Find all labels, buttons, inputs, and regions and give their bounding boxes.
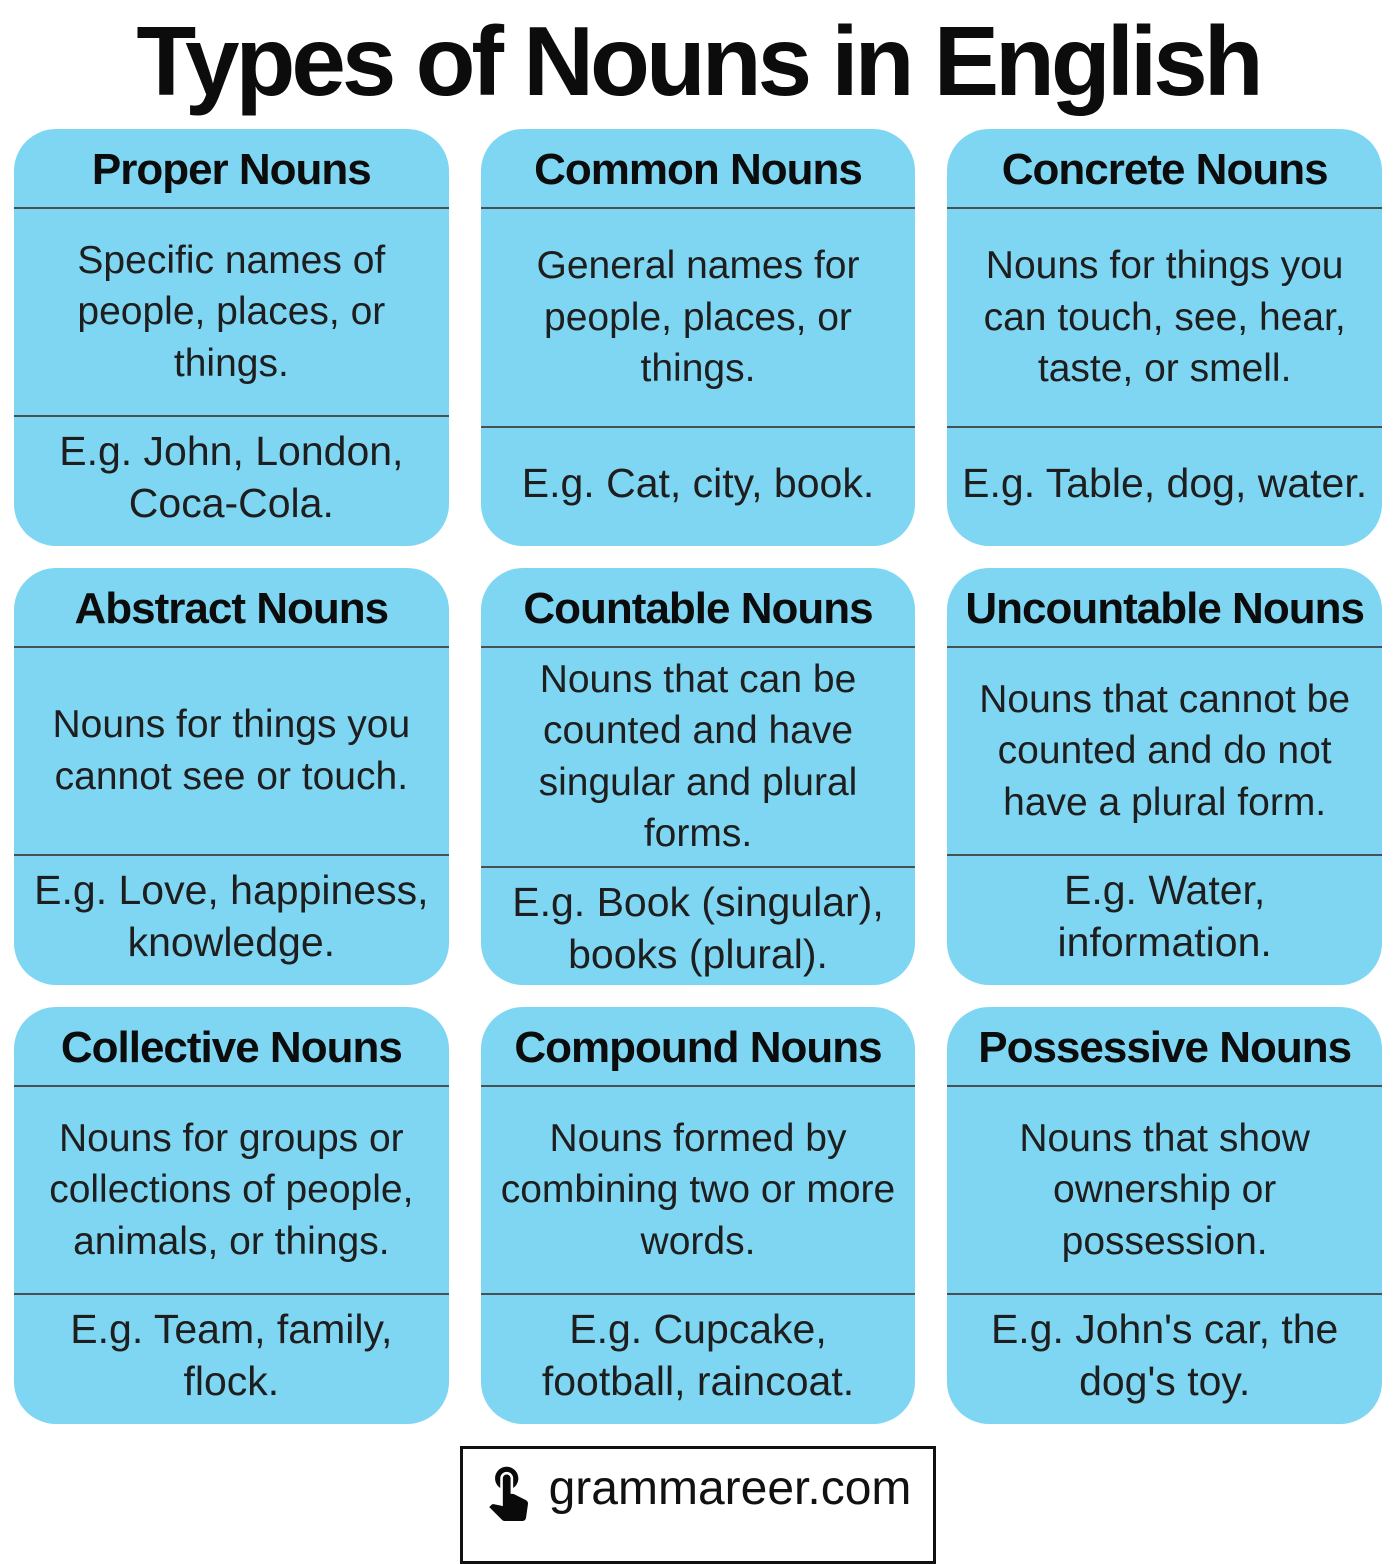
- card-abstract-nouns: [14, 568, 449, 985]
- hand-tap-icon: [477, 1459, 539, 1521]
- card-uncountable-nouns: [947, 568, 1382, 985]
- card-example: E.g. Cat, city, book.: [521, 459, 875, 506]
- card-title: Countable Nouns: [523, 583, 873, 633]
- card-example: E.g. Water, information.: [1057, 866, 1272, 966]
- card-description: General names for people, places, or things.: [536, 244, 860, 391]
- card-example: E.g. Table, dog, water.: [962, 459, 1368, 506]
- card-example: E.g. John, London, Coca-Cola.: [59, 427, 404, 527]
- card-description: Nouns for groups or collections of people, animals, or things.: [49, 1116, 414, 1263]
- card-compound-nouns: [481, 1007, 916, 1424]
- card-common-nouns: [481, 129, 916, 546]
- cards-grid: [0, 129, 1396, 1424]
- card-title: Uncountable Nouns: [965, 583, 1364, 633]
- card-title: Proper Nouns: [91, 144, 371, 194]
- card-title: Possessive Nouns: [978, 1022, 1352, 1072]
- footer-brand: [460, 1446, 937, 1564]
- card-example: E.g. John's car, the dog's toy.: [990, 1305, 1339, 1405]
- card-possessive-nouns: [947, 1007, 1382, 1424]
- footer: [0, 1446, 1396, 1564]
- card-proper-nouns: [14, 129, 449, 546]
- card-example: E.g. Love, happiness, knowledge.: [34, 866, 429, 966]
- card-concrete-nouns: [947, 129, 1382, 546]
- card-title: Collective Nouns: [60, 1022, 402, 1072]
- card-example: E.g. Cupcake, football, raincoat.: [541, 1305, 855, 1405]
- footer-site-text: grammareer.com: [548, 1461, 912, 1515]
- card-description: Nouns that show ownership or possession.: [1019, 1116, 1310, 1263]
- page-title: Types of Nouns in English: [136, 6, 1260, 116]
- card-description: Nouns for things you cannot see or touch.: [52, 703, 411, 798]
- card-description: Specific names of people, places, or things.: [77, 238, 386, 385]
- card-countable-nouns: [481, 568, 916, 985]
- card-description: Nouns for things you can touch, see, hear, taste, or smell.: [983, 244, 1346, 391]
- card-description: Nouns formed by combining two or more words.: [500, 1116, 896, 1263]
- card-title: Compound Nouns: [514, 1022, 882, 1072]
- card-title: Abstract Nouns: [74, 583, 389, 633]
- card-description: Nouns that cannot be counted and do not have a plural form.: [979, 677, 1351, 824]
- card-title: Common Nouns: [534, 144, 862, 194]
- card-collective-nouns: [14, 1007, 449, 1424]
- card-description: Nouns that can be counted and have singular and plural forms.: [538, 657, 858, 856]
- card-example: E.g. Book (singular), books (plural).: [512, 878, 884, 978]
- card-example: E.g. Team, family, flock.: [70, 1305, 393, 1405]
- card-title: Concrete Nouns: [1001, 144, 1328, 194]
